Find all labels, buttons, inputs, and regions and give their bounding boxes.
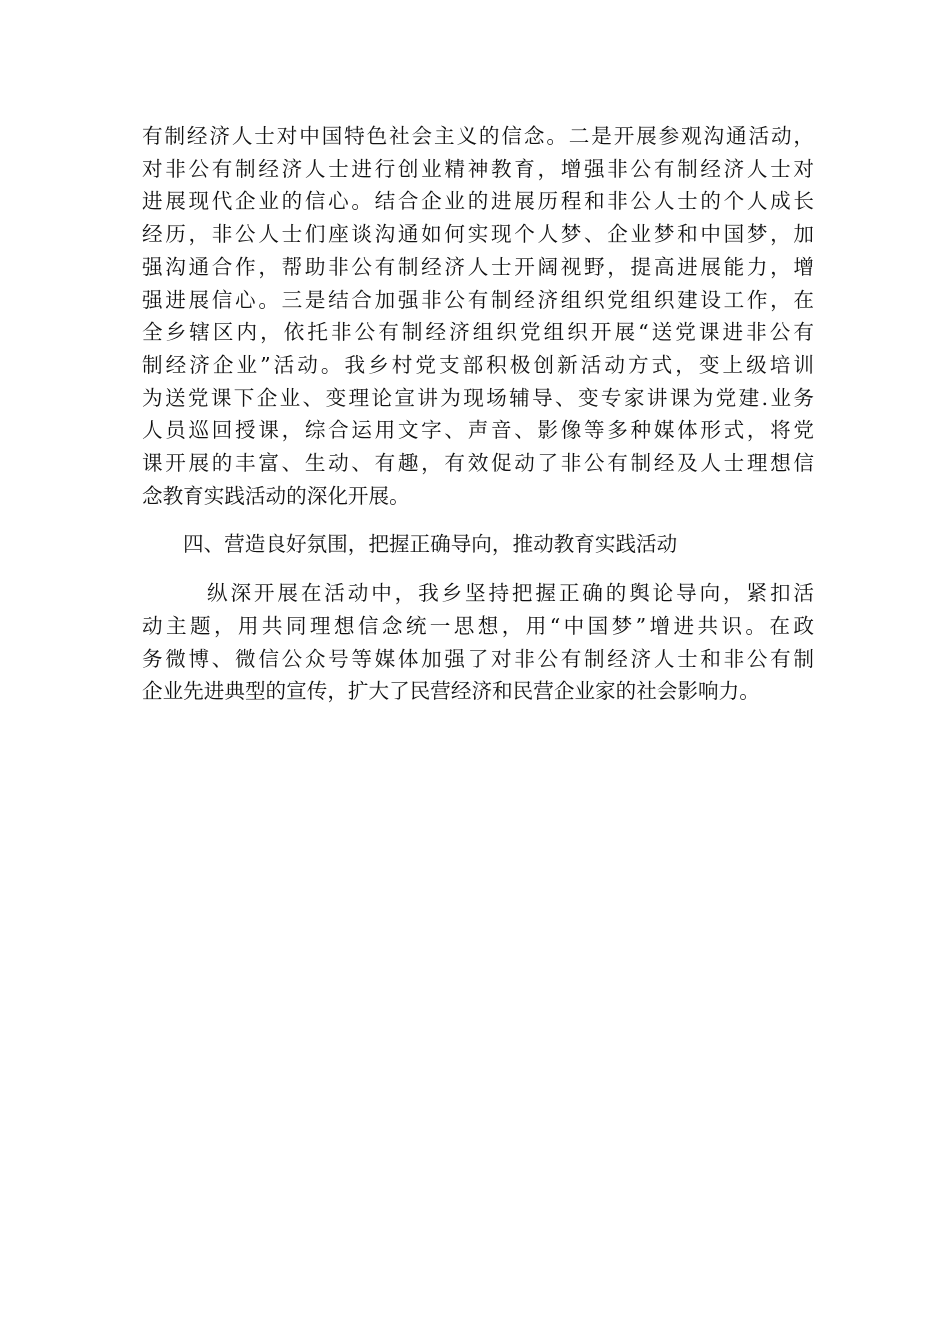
text-line: 课开展的丰富、生动、有趣，有效促动了非公有制经及人士理想信	[142, 451, 814, 476]
text-line: 有制经济人士对中国特色社会主义的信念。二是开展参观沟通活动，	[142, 124, 814, 148]
text-line: 动主题，用共同理想信念统一思想，用“中国梦”增进共识。在政	[142, 613, 814, 638]
text-line: 念教育实践活动的深化开展。	[142, 483, 410, 508]
section-heading-4: 四、营造良好氛围，把握正确导向，推动教育实践活动	[183, 532, 678, 557]
paragraph-continuation	[142, 120, 814, 512]
text-line: 纵深开展在活动中，我乡坚持把握正确的舆论导向，紧扣活	[207, 581, 814, 606]
text-line: 制经济企业”活动。我乡村党支部积极创新活动方式，变上级培训	[142, 352, 814, 377]
text-line: 进展现代企业的信心。结合企业的进展历程和非公人士的个人成长	[142, 189, 814, 214]
text-line: 经历，非公人士们座谈沟通如何实现个人梦、企业梦和中国梦，加	[142, 222, 814, 247]
text-line: 强沟通合作，帮助非公有制经济人士开阔视野，提高进展能力，增	[142, 254, 814, 279]
text-line: 强进展信心。三是结合加强非公有制经济组织党组织建设工作，在	[142, 287, 814, 312]
text-line: 为送党课下企业、变理论宣讲为现场辅导、变专家讲课为党建.业务	[142, 385, 814, 410]
document-body	[142, 120, 814, 708]
text-line: 人员巡回授课，综合运用文字、声音、影像等多种媒体形式，将党	[142, 418, 814, 443]
text-line: 企业先进典型的宣传，扩大了民营经济和民营企业家的社会影响力。	[142, 679, 760, 704]
text-line: 务微博、微信公众号等媒体加强了对非公有制经济人士和非公有制	[142, 646, 814, 671]
text-line: 全乡辖区内，依托非公有制经济组织党组织开展“送党课进非公有	[142, 320, 814, 345]
paragraph-section-4	[142, 577, 814, 708]
text-line: 对非公有制经济人士进行创业精神教育，增强非公有制经济人士对	[142, 156, 814, 181]
